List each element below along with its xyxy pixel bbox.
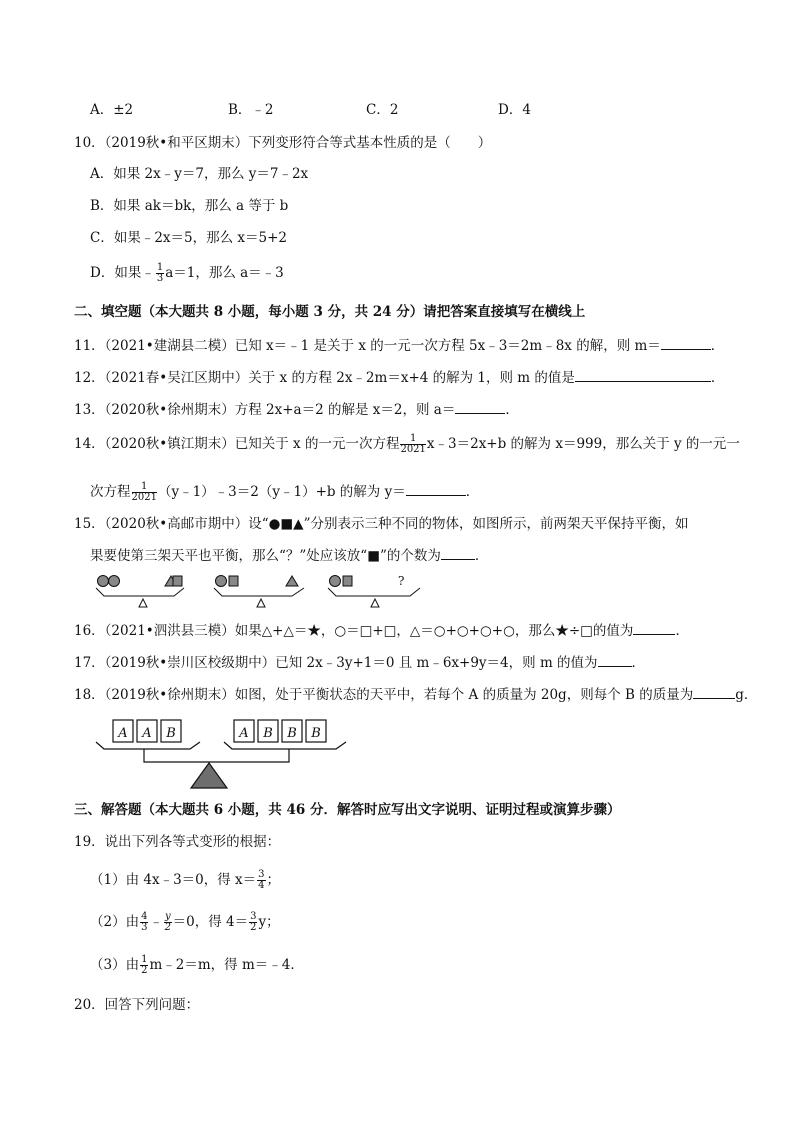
fraction: $\frac{y}{2}$ <box>164 911 171 933</box>
answer-blank <box>455 399 505 414</box>
q9-option-a: A．±2 <box>90 102 134 118</box>
block-label: B <box>263 726 273 741</box>
q10-option-a: A．如果 2x﹣y＝7，那么 y＝7﹣2x <box>90 166 309 182</box>
q20: 20．回答下列问题： <box>74 997 200 1013</box>
balance-figure <box>94 572 424 614</box>
answer-blank <box>661 335 711 350</box>
answer-blank <box>633 620 675 635</box>
answer-blank <box>575 367 711 382</box>
q9-option-c: C．2 <box>366 102 399 118</box>
block-label: B <box>311 726 321 741</box>
fraction: $\frac{1}{3}$ <box>156 262 164 284</box>
q15-line-2: 果要使第三架天平也平衡，那么“？”处应该放“■”的个数为 ． <box>90 545 488 565</box>
q14-line-2: 次方程 $\frac{1}{2021}$ （y﹣1）﹣3＝2（y﹣1）+b 的解为 y＝ ． <box>90 481 480 503</box>
fraction: $\frac{3}{2}$ <box>250 911 257 933</box>
q10-option-d: D．如果﹣ $\frac{1}{3}$ a＝1，那么 a＝﹣3 <box>90 262 284 284</box>
q13: 13．（2020秋•徐州期末）方程 2x+a＝2 的解是 x＝2，则 a＝ ． <box>74 399 519 419</box>
q17: 17．（2019秋•崇川区校级期中）已知 2x﹣3y+1＝0 且 m﹣6x+9y＝4，则 m 的值为 ． <box>74 652 645 672</box>
block-label: B <box>166 726 176 741</box>
block-label: B <box>287 726 297 741</box>
answer-blank <box>441 545 475 560</box>
fraction: $\frac{1}{2021}$ <box>131 481 157 503</box>
balance-2 <box>214 576 304 608</box>
q9-option-d: D．4 <box>498 102 531 118</box>
q18: 18．（2019秋•徐州期末）如图，处于平衡状态的天平中，若每个 A 的质量为 20g，则每个 B 的质量为 g． <box>74 684 757 704</box>
q10-stem: 10．（2019秋•和平区期末）下列变形符合等式基本性质的是（ ） <box>74 135 492 151</box>
balance-3 <box>328 574 420 607</box>
q14-line-1: 14．（2020秋•镇江期末）已知关于 x 的一元一次方程 $\frac{1}{2021}$ x﹣3＝2x+b 的解为 x＝999，那么关于 y 的一元一 <box>74 433 740 455</box>
block-label: A <box>118 726 128 741</box>
answer-blank <box>598 652 632 667</box>
fraction: $\frac{1}{2}$ <box>141 954 148 976</box>
q19-stem: 19．说出下列各等式变形的根据： <box>74 834 281 850</box>
fraction: $\frac{4}{3}$ <box>141 911 148 933</box>
fraction: $\frac{1}{2021}$ <box>400 433 426 455</box>
section-3-heading: 三、解答题（本大题共 6 小题，共 46 分．解答时应写出文字说明、证明过程或演算步骤） <box>74 802 621 818</box>
q19-part-2: （2）由 $\frac{4}{3}$ ﹣ $\frac{y}{2}$ ＝0，得 4＝ $\frac{3}{2}$ y； <box>90 911 280 933</box>
fraction: $\frac{3}{4}$ <box>258 869 265 891</box>
answer-blank <box>693 684 735 699</box>
q10-option-b: B．如果 ak＝bk，那么 a 等于 b <box>90 198 289 214</box>
fulcrum <box>191 763 227 788</box>
q18-balance-figure <box>94 714 356 792</box>
block-label: A <box>239 726 249 741</box>
q9-option-b: B．﹣2 <box>228 102 274 118</box>
q11: 11．（2021•建湖县二模）已知 x＝﹣1 是关于 x 的一元一次方程 5x﹣3＝2m﹣8x 的解，则 m＝ ． <box>74 335 724 355</box>
q12: 12．（2021春•吴江区期中）关于 x 的方程 2x﹣2m＝x+4 的解为 1，则 m 的值是 ． <box>74 367 724 387</box>
balance-1 <box>96 576 184 608</box>
q19-part-3: （3）由 $\frac{1}{2}$ m﹣2＝m，得 m＝﹣4． <box>90 954 304 976</box>
q10-option-c: C．如果﹣2x＝5，那么 x＝5+2 <box>90 230 288 246</box>
section-2-heading: 二、填空题（本大题共 8 小题，每小题 3 分，共 24 分）请把答案直接填写在横线上 <box>74 304 586 320</box>
q19-part-1: （1）由 4x﹣3＝0，得 x＝ $\frac{3}{4}$ ； <box>90 869 281 891</box>
answer-blank <box>406 481 466 496</box>
question-mark: ? <box>398 574 405 588</box>
block-label: A <box>142 726 152 741</box>
q15-line-1: 15．（2020秋•高邮市期中）设“●■▲”分别表示三种不同的物体，如图所示，前两架天平保持平衡，如 <box>74 516 689 532</box>
q16: 16．（2021•泗洪县三模）如果△+△＝★，○＝□+□，△＝○+○+○+○，那么★÷□的值为 ． <box>74 620 689 640</box>
